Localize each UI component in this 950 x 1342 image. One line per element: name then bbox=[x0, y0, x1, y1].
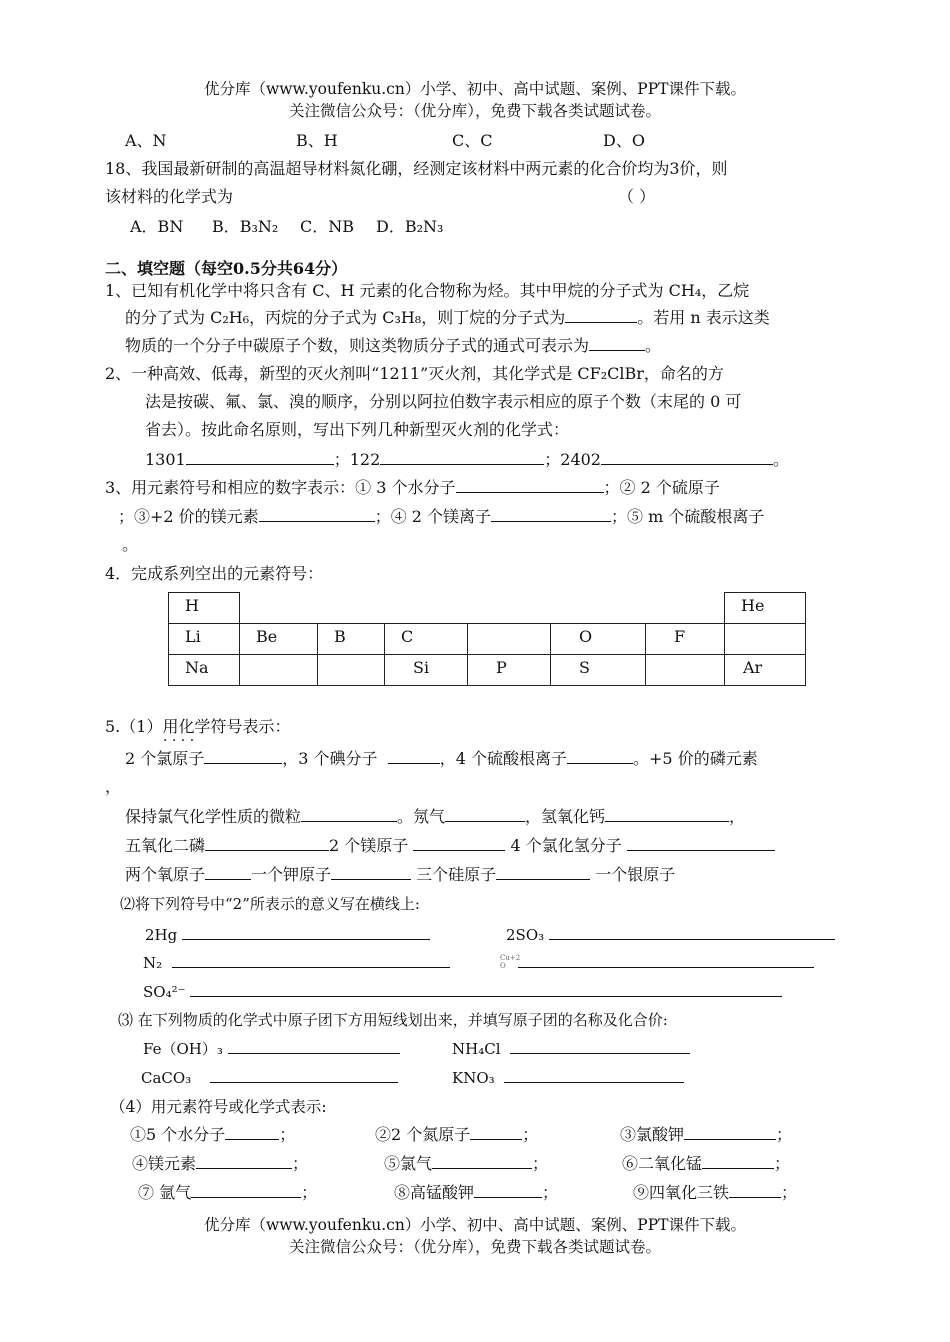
q5-p2-blank-cuo[interactable] bbox=[518, 953, 814, 968]
pt-cell-blank-ne[interactable] bbox=[725, 624, 806, 655]
q5-line-3 bbox=[125, 835, 775, 857]
pt-cell-c: C bbox=[385, 624, 468, 655]
q2-label-2402: ；2402 bbox=[544, 450, 601, 469]
q5-p4-label-1: ①5 个水分子 bbox=[130, 1125, 226, 1144]
q5-p2-2so3 bbox=[506, 924, 835, 946]
q3-line-1 bbox=[105, 477, 720, 499]
q5-l2-item-1: 保持氯气化学性质的微粒 bbox=[125, 807, 302, 826]
q17-option-d: D、O bbox=[603, 131, 645, 150]
q5-p4-blank-8[interactable] bbox=[474, 1183, 542, 1198]
q2-line-3: 省去）。按此命名原则，写出下列几种新型灭火剂的化学式： bbox=[145, 420, 570, 439]
q17-option-b: B、H bbox=[296, 131, 338, 150]
q5-l1-item-2: ，3 个碘分子 bbox=[282, 749, 378, 768]
pt-cell-b: B bbox=[318, 624, 385, 655]
q5-p4-blank-2[interactable] bbox=[470, 1125, 522, 1140]
q5-p4-item-5 bbox=[384, 1153, 548, 1175]
q5-p4-semi-5: ； bbox=[532, 1154, 549, 1173]
q5-p4-blank-6[interactable] bbox=[702, 1154, 774, 1169]
q5-l3-item-1: 五氧化二磷 bbox=[125, 836, 206, 855]
q5-p4-blank-3[interactable] bbox=[684, 1125, 776, 1140]
q5-part2-title: ⑵将下列符号中“2”所表示的意义写在横线上: bbox=[120, 895, 420, 913]
q2-label-1301: 1301 bbox=[145, 450, 186, 469]
q18-option-c: C．NB bbox=[300, 217, 355, 236]
q5-blank-so4[interactable] bbox=[567, 749, 633, 764]
q5-p3-blank-nh4cl[interactable] bbox=[510, 1039, 690, 1054]
q5-p2-n2 bbox=[143, 952, 450, 974]
q5-p2-label-2hg: 2Hg bbox=[145, 926, 178, 944]
periodic-table bbox=[168, 592, 806, 686]
q5-p4-label-6: ⑥二氧化锰 bbox=[622, 1154, 703, 1173]
q5-p4-label-2: ②2 个氮原子 bbox=[375, 1125, 471, 1144]
q5-blank-p2o5[interactable] bbox=[205, 836, 329, 851]
q5-part3-title: ⑶ 在下列物质的化学式中原子团下方用短线划出来，并填写原子团的名称及化合价: bbox=[118, 1011, 668, 1029]
pt-cell-blank-n[interactable] bbox=[468, 624, 551, 655]
q5-blank-k[interactable] bbox=[331, 865, 411, 880]
q5-p4-semi-6: ； bbox=[774, 1154, 791, 1173]
q5-line-2 bbox=[125, 806, 745, 828]
q3-item-1: 3、用元素符号和相应的数字表示：① 3 个水分子 bbox=[105, 478, 456, 497]
q3-item-4: ；④ 2 个镁离子 bbox=[374, 507, 492, 526]
q5-p4-item-4 bbox=[132, 1153, 308, 1175]
q18-line-2: 该材料的化学式为 bbox=[105, 187, 234, 206]
q2-line-2: 法是按碳、氟、氯、溴的顺序，分别以阿拉伯数字表示相应的原子个数（末尾的 0 可 bbox=[145, 392, 742, 411]
q5-p4-blank-4[interactable] bbox=[196, 1154, 292, 1169]
pt-cell-li: Li bbox=[169, 624, 240, 655]
q5-p2-label-2so3: 2SO₃ bbox=[506, 926, 545, 944]
q5-p4-item-2 bbox=[375, 1124, 538, 1146]
q5-p4-blank-7[interactable] bbox=[191, 1183, 301, 1198]
q1-blank-formula[interactable] bbox=[589, 336, 645, 351]
q5-blank-cl-atoms[interactable] bbox=[204, 749, 282, 764]
q5-p2-label-n2: N₂ bbox=[143, 954, 163, 972]
q5-l3-item-3: 4 个氯化氢分子 bbox=[510, 836, 622, 855]
q5-blank-hcl[interactable] bbox=[627, 836, 775, 851]
q1-line-3-end: 。 bbox=[645, 336, 662, 355]
q5-l2-item-4: ， bbox=[729, 807, 746, 826]
footer-line-1: 优分库（www.youfenku.cn）小学、初中、高中试题、案例、PPT课件下载。 bbox=[203, 1216, 747, 1234]
q5-p3-kno3 bbox=[452, 1067, 684, 1089]
q1-blank-butane[interactable] bbox=[565, 308, 637, 323]
q1-line-2-text: 的分了式为 C₂H₆，丙烷的分子式为 C₃H₈，则丁烷的分子式为 bbox=[125, 308, 566, 327]
q5-p2-tiny-cu: Cu bbox=[500, 954, 510, 962]
q5-p4-label-5: ⑤氯气 bbox=[384, 1154, 433, 1173]
pt-cell-blank-mg[interactable] bbox=[240, 655, 318, 686]
q3-blank-4[interactable] bbox=[491, 507, 611, 522]
q18-option-a: A．BN bbox=[130, 217, 184, 236]
q5-p2-blank-so4[interactable] bbox=[190, 982, 782, 997]
pt-cell-be: Be bbox=[240, 624, 318, 655]
q5-blank-si[interactable] bbox=[496, 865, 590, 880]
pt-cell-blank-cl[interactable] bbox=[646, 655, 725, 686]
q5-l4-item-2: 一个钾原子 bbox=[251, 865, 332, 884]
q2-blank-2402[interactable] bbox=[601, 450, 773, 465]
q5-p4-semi-8: ； bbox=[542, 1183, 559, 1202]
q5-p2-cuo bbox=[518, 952, 814, 974]
footer-line-2: 关注微信公众号：（优分库），免费下载各类试题试卷。 bbox=[288, 1238, 661, 1256]
section-2-title: 二、填空题（每空0.5分共64分） bbox=[105, 259, 348, 278]
pt-cell-si: Si bbox=[385, 655, 468, 686]
pt-cell-he: He bbox=[725, 593, 806, 624]
q1-line-2 bbox=[125, 307, 770, 329]
header-line-2: 关注微信公众号：（优分库），免费下载各类试题试卷。 bbox=[288, 102, 661, 120]
q5-blank-i2[interactable] bbox=[388, 749, 440, 764]
pt-cell-s: S bbox=[551, 655, 646, 686]
q5-p2-blank-2hg[interactable] bbox=[182, 925, 430, 940]
q5-p4-label-4: ④镁元素 bbox=[132, 1154, 197, 1173]
q2-label-122: ；122 bbox=[333, 450, 381, 469]
q3-item-2: ；② 2 个硫原子 bbox=[603, 478, 720, 497]
q5-p3-blank-feoh3[interactable] bbox=[228, 1039, 400, 1054]
q5-l1-item-1: 2 个氯原子 bbox=[125, 749, 205, 768]
q5-p2-blank-2so3[interactable] bbox=[549, 925, 835, 940]
q3-blank-1[interactable] bbox=[456, 478, 604, 493]
q5-p3-label-nh4cl: NH₄Cl bbox=[452, 1040, 501, 1058]
pt-cell-blank-al[interactable] bbox=[318, 655, 385, 686]
q5-p4-semi-2: ； bbox=[522, 1125, 539, 1144]
q5-p4-semi-7: ； bbox=[301, 1183, 318, 1202]
q2-blank-1301[interactable] bbox=[186, 450, 334, 465]
q5-l3-item-2: 2 个镁原子 bbox=[329, 836, 409, 855]
q1-line-3 bbox=[125, 335, 661, 357]
q18-line-1: 18、我国最新研制的高温超导材料氮化硼，经测定该材料中两元素的化合价均为3价，则 bbox=[105, 159, 728, 178]
q5-p4-item-6 bbox=[622, 1153, 790, 1175]
q17-option-c: C、C bbox=[452, 131, 493, 150]
q5-blank-o-atoms[interactable] bbox=[205, 865, 251, 880]
q5-l4-item-1: 两个氧原子 bbox=[125, 865, 206, 884]
q5-p3-feoh3 bbox=[143, 1038, 400, 1060]
q5-l2-item-3: ，氢氧化钙 bbox=[525, 807, 606, 826]
q5-part4-title: （4）用元素符号或化学式表示: bbox=[110, 1098, 327, 1116]
q5-l4-item-3: 三个硅原子 bbox=[416, 865, 497, 884]
q5-p4-item-3 bbox=[620, 1124, 792, 1146]
q5-p3-blank-kno3[interactable] bbox=[504, 1068, 684, 1083]
q5-p2-2hg bbox=[145, 924, 430, 946]
q5-p4-item-1 bbox=[130, 1124, 295, 1146]
q5-p4-semi-9: ； bbox=[781, 1183, 798, 1202]
q5-p2-label-so4: SO₄²⁻ bbox=[143, 983, 186, 1001]
q5-p2-blank-n2[interactable] bbox=[172, 953, 450, 968]
q5-p4-label-8: ⑧高锰酸钾 bbox=[394, 1183, 475, 1202]
q5-line-1 bbox=[125, 748, 758, 770]
q3-item-5: ；⑤ m 个硫酸根离子 bbox=[611, 507, 765, 526]
q5-p3-nh4cl bbox=[452, 1038, 690, 1060]
q5-p4-blank-9[interactable] bbox=[729, 1183, 781, 1198]
q5-p4-semi-4: ； bbox=[292, 1154, 309, 1173]
q3-blank-3[interactable] bbox=[259, 507, 375, 522]
q5-p2-tiny-o: O bbox=[500, 962, 506, 970]
q5-p4-label-3: ③氯酸钾 bbox=[620, 1125, 685, 1144]
q5-l1-item-4: 。+5 价的磷元素 bbox=[633, 749, 758, 768]
q5-p4-semi-3: ； bbox=[776, 1125, 793, 1144]
q5-l1-item-3: ，4 个硫酸根离子 bbox=[439, 749, 568, 768]
q5-line-1-end: ， bbox=[105, 777, 122, 796]
pt-cell-h: H bbox=[169, 593, 240, 624]
q3-item-3: ；③+2 价的镁元素 bbox=[118, 507, 259, 526]
q1-line-1: 1、已知有机化学中将只含有 C、H 元素的化合物称为烃。其中甲烷的分子式为 CH₄，乙烷 bbox=[105, 281, 750, 300]
q5-blank-mg-atoms[interactable] bbox=[413, 836, 505, 851]
q2-answers bbox=[145, 449, 789, 471]
q5-l4-item-4: 一个银原子 bbox=[595, 865, 676, 884]
q2-end: 。 bbox=[773, 450, 790, 469]
q5-p4-blank-1[interactable] bbox=[225, 1125, 279, 1140]
q5-p4-semi-1: ； bbox=[279, 1125, 296, 1144]
q18-option-b: B．B₃N₂ bbox=[212, 217, 279, 236]
q18-option-d: D．B₂N₃ bbox=[376, 217, 444, 236]
q5-blank-caoh2[interactable] bbox=[605, 807, 729, 822]
q2-blank-122[interactable] bbox=[380, 450, 544, 465]
q5-p2-so4 bbox=[143, 981, 782, 1003]
q5-p3-label-feoh3: Fe（OH）₃ bbox=[143, 1040, 223, 1058]
q5-title: 5.（1）用化学符号表示： · · bbox=[105, 716, 950, 738]
q5-p4-item-7 bbox=[138, 1182, 317, 1204]
q5-p2-tiny-charge: +2 bbox=[509, 954, 521, 962]
q1-line-3-text: 物质的一个分子中碳原子个数，则这类物质分子式的通式可表示为 bbox=[125, 336, 590, 355]
q4-title: 4．完成系列空出的元素符号： bbox=[105, 564, 324, 583]
q5-l2-item-2: 。氖气 bbox=[397, 807, 446, 826]
pt-cell-o: O bbox=[551, 624, 646, 655]
q5-p4-label-9: ⑨四氧化三铁 bbox=[633, 1183, 730, 1202]
q5-blank-cl2-particle[interactable] bbox=[301, 807, 397, 822]
q5-p4-item-9 bbox=[633, 1182, 797, 1204]
q5-p4-blank-5[interactable] bbox=[432, 1154, 532, 1169]
pt-cell-ar: Ar bbox=[725, 655, 806, 686]
pt-cell-na: Na bbox=[169, 655, 240, 686]
q5-p4-label-7: ⑦ 氩气 bbox=[138, 1183, 192, 1202]
q3-line-3: 。 bbox=[122, 535, 139, 554]
q17-option-a: A、N bbox=[125, 131, 167, 150]
header-line-1: 优分库（www.youfenku.cn）小学、初中、高中试题、案例、PPT课件下载。 bbox=[203, 80, 747, 98]
pt-gap bbox=[240, 593, 725, 624]
pt-cell-p: P bbox=[468, 655, 551, 686]
q5-p3-label-caco3: CaCO₃ bbox=[141, 1069, 192, 1087]
q5-p3-blank-caco3[interactable] bbox=[210, 1068, 398, 1083]
q5-line-4 bbox=[125, 864, 675, 886]
pt-cell-f: F bbox=[646, 624, 725, 655]
q5-p4-item-8 bbox=[394, 1182, 558, 1204]
q3-line-2 bbox=[118, 506, 764, 528]
q5-blank-ne[interactable] bbox=[445, 807, 525, 822]
q1-line-2-end: 。若用 n 表示这类 bbox=[637, 308, 770, 327]
q5-p3-caco3 bbox=[141, 1067, 398, 1089]
q5-p3-label-kno3: KNO₃ bbox=[452, 1069, 495, 1087]
q18-answer-paren: （ ） bbox=[618, 187, 656, 206]
q2-line-1: 2、一种高效、低毒，新型的灭火剂叫“1211”灭火剂，其化学式是 CF₂ClBr，命名的方 bbox=[105, 364, 724, 383]
